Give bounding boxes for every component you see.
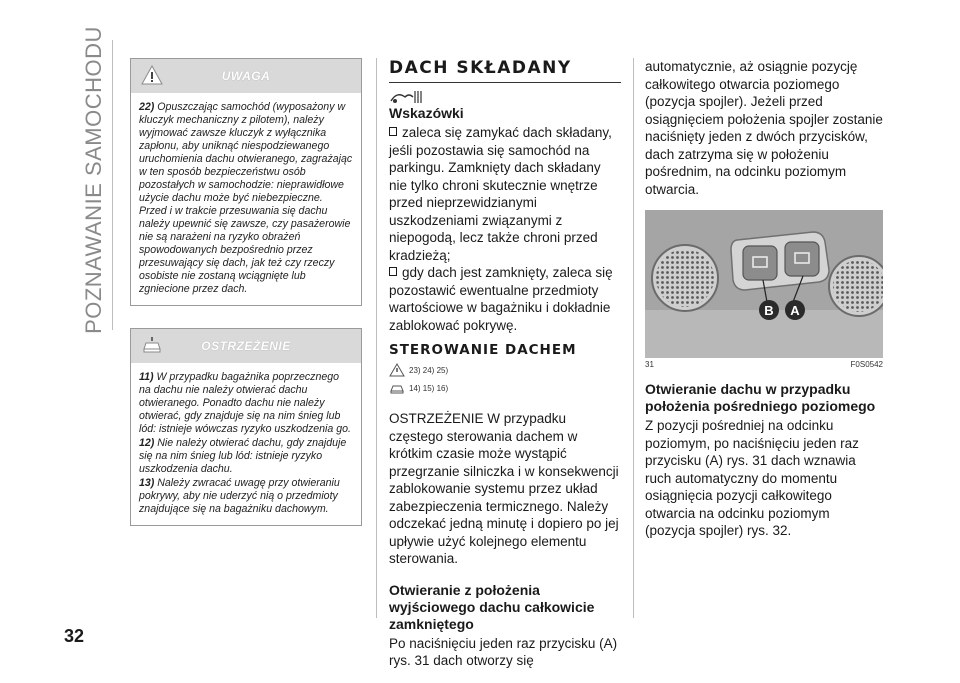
continued-text: automatycznie, aż osiągnie pozycję całkowitego otwarcia poziomego (pozycja spojler). Jeżeli przed osiągnięciem położenia spojler zostanie naciśnięty jeden z dwóch przycisków, dach zatrzyma się w położeniu pośrednim, na odcinku poziomym otwarcia. <box>645 59 883 197</box>
caution-body <box>131 363 361 525</box>
section-title-text: POZNAWANIE SAMOCHODU <box>81 26 106 334</box>
bullet-square-icon <box>389 267 397 276</box>
tip-bullet <box>389 264 621 334</box>
column-notes <box>130 58 362 540</box>
figure-roof-buttons <box>645 210 883 358</box>
side-divider <box>112 40 113 330</box>
car-caution-icon <box>389 381 405 395</box>
tip-bullet <box>389 124 621 264</box>
section-heading: DACH SKŁADANY <box>389 58 621 83</box>
tip-text: gdy dach jest zamknięty, zaleca się pozostawić ewentualne przedmioty wartościowe w bagażniku i dokładnie zablokować pokrywę. <box>389 265 613 333</box>
figure-caption <box>645 360 883 369</box>
tips-icon <box>389 89 621 105</box>
figure-label-b: B <box>764 303 774 318</box>
warning-note <box>139 101 353 296</box>
column-divider-2 <box>633 58 634 618</box>
tip-text: zaleca się zamykać dach składany, jeśli pozostawia się samochód na parkingu. Zamknięty dach składany nie tylko chroni skutecznie wnętrze przed nieprzewidzianymi uszkodzeniami związanymi z niepogodą, lecz także chroni przed kradzieżą; <box>389 125 612 263</box>
note-text: Należy zwracać uwagę przy otwieraniu pokrywy, aby nie uderzyć nią o przedmioty znajdujące się na bagażniku dachowym. <box>139 477 340 515</box>
roof-control-illustration <box>645 210 883 358</box>
caution-box <box>130 328 362 526</box>
subsection-text: Z pozycji pośredniej na odcinku poziomym, po naciśnięciu jeden raz przycisku (A) rys. 31 dach wznawia ruch automatyczny do momentu osiągnięcia pozycji całkowitego otwarcia na odcinku poziomym (pozycja spojler) rys. 32. <box>645 418 859 538</box>
page-number: 32 <box>64 626 85 646</box>
warning-body <box>131 93 361 305</box>
column-divider-1 <box>376 58 377 618</box>
subsection-title: Otwieranie dachu w przypadku położenia pośredniego poziomego <box>645 381 876 414</box>
section-title-vertical <box>74 26 114 334</box>
figure-label-a: A <box>790 303 800 318</box>
warning-box <box>130 58 362 306</box>
subsection-title: Otwieranie z położenia wyjściowego dachu całkowicie zamkniętego <box>389 581 595 632</box>
subheading: STEROWANIE DACHEM <box>389 342 577 358</box>
warning-reference-numbers: 23) 24) 25) <box>409 365 449 375</box>
subsection-text: Po naciśnięciu jeden raz przycisku (A) rys. 31 dach otworzy się <box>389 635 618 668</box>
column-main <box>389 58 621 670</box>
warning-references <box>389 362 621 378</box>
figure-code: F0S0542 <box>850 360 883 369</box>
caution-title: OSTRZEŻENIE <box>201 339 291 353</box>
caution-note <box>139 371 353 436</box>
column-continued <box>645 58 883 540</box>
caution-reference-numbers: 14) 15) 16) <box>409 383 449 393</box>
caution-note <box>139 477 353 516</box>
note-number: 22) <box>139 101 155 113</box>
caution-references <box>389 380 621 396</box>
note-text: W przypadku bagażnika poprzecznego na dachu nie należy otwierać dachu otwieranego. Ponadto dachu nie należy otwierać, gdy znajduje się na nim śnieg lub lód: istnieje wówczas ryzyko uszkodzenia go. <box>139 371 351 435</box>
figure-number: 31 <box>645 360 654 369</box>
warning-triangle-icon <box>389 363 405 377</box>
caution-header <box>131 329 361 363</box>
warning-title: UWAGA <box>221 69 271 83</box>
note-number: 13) <box>139 477 155 489</box>
tips-title: Wskazówki <box>389 105 464 121</box>
body-text: OSTRZEŻENIE W przypadku częstego sterowania dachem w krótkim czasie może wystąpić przegrzanie silniczka i w konsekwencji zablokowanie systemu przez układ zabezpieczenia termicznego. Należy odczekać jedną minutę i dopiero po jej upływie użyć kolejnego elementu sterowania. <box>389 411 619 566</box>
caution-note <box>139 437 353 476</box>
note-text: Nie należy otwierać dachu, gdy znajduje się na nim śnieg lub lód: istnieje ryzyko uszkodzenia dachu. <box>139 437 347 475</box>
bullet-square-icon <box>389 127 397 136</box>
note-text: Opuszczając samochód (wyposażony w kluczyk mechaniczny z pilotem), należy wyjmować zawsze kluczyk z wyłącznika zapłonu, aby uniknąć niespodziewanego uruchomienia dachu otwieranego, zagrażając w ten sposób bezpieczeństwu osób pozostałych w samochodzie: nieprawidłowe użycie dachu może być niebezpieczne. Przed i w trakcie przesuwania się dachu należy upewnić się zawsze, czy pasażerowie nie są narażeni na ryzyko obrażeń spowodowanych bezpośrednio przez przesuwający się dach, jak też czy rzeczy osobiste nie zostaną wciągnięte lub zgniecione przez dach. <box>139 101 353 295</box>
warning-header <box>131 59 361 93</box>
note-number: 12) <box>139 437 155 449</box>
note-number: 11) <box>139 371 154 383</box>
